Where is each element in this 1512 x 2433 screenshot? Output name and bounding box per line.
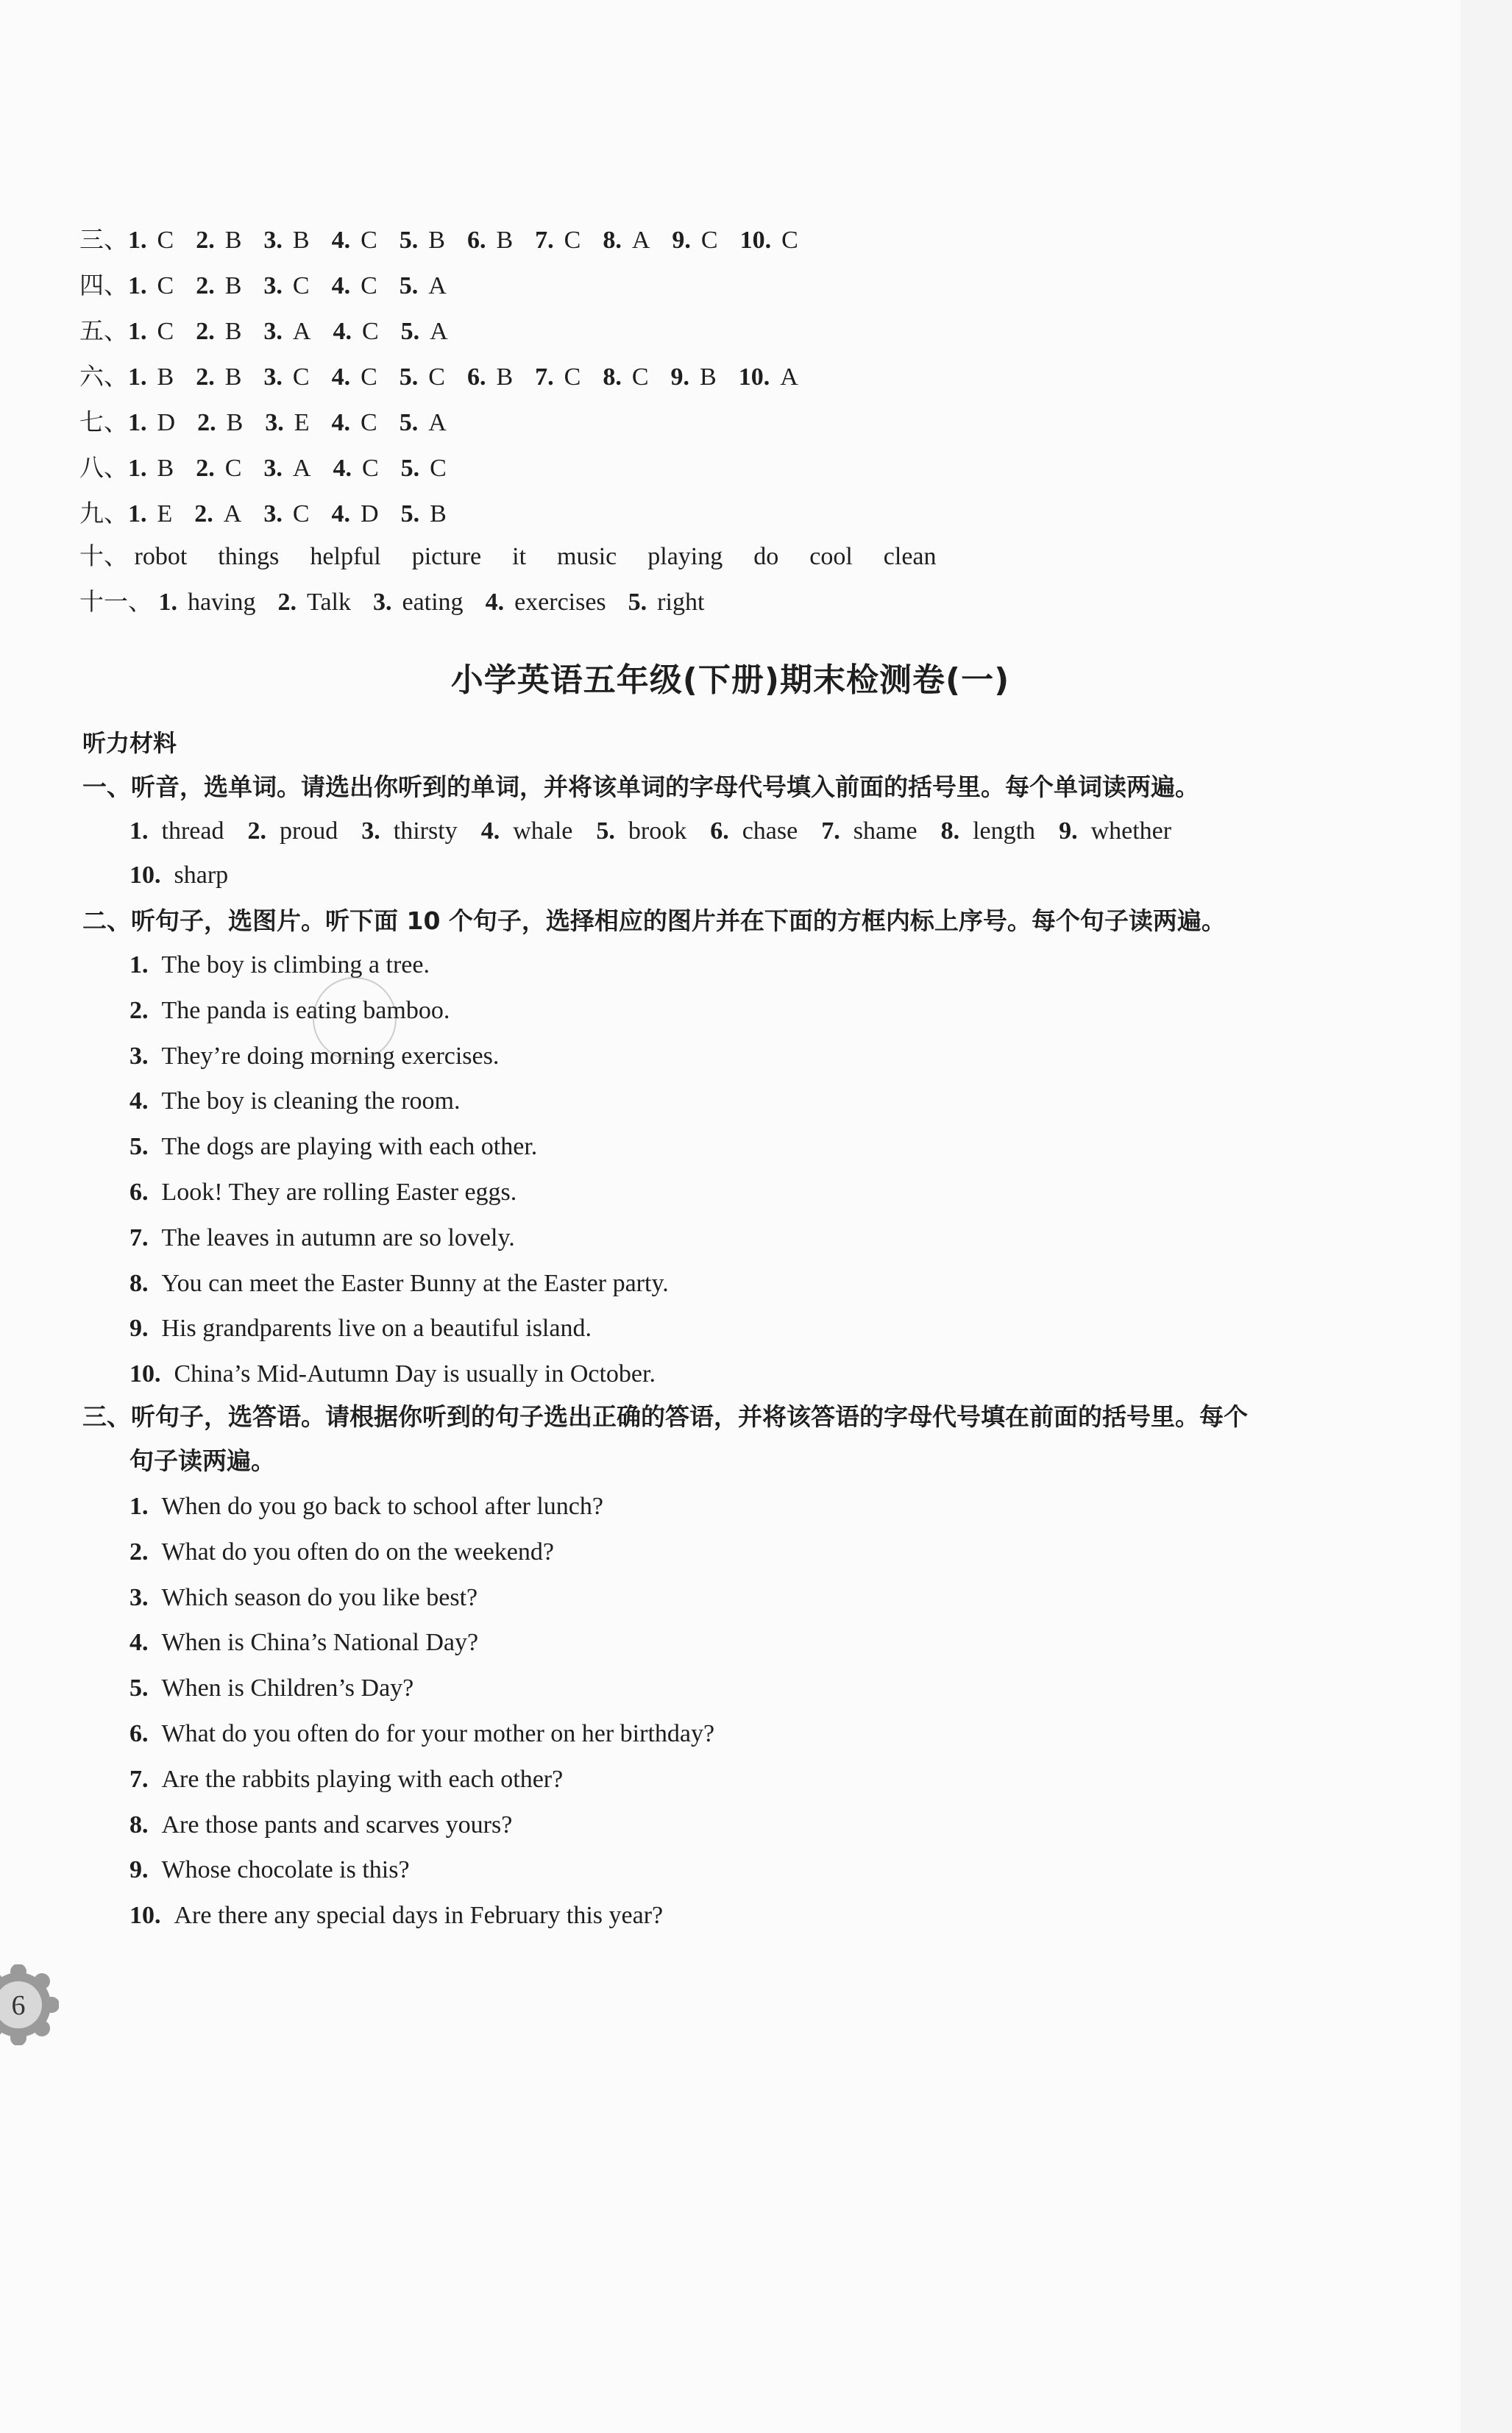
answer-item (467, 363, 513, 391)
list-item (129, 1628, 478, 1658)
item-word: chase (742, 817, 798, 845)
answer-item (672, 227, 717, 254)
answer-value: Talk (307, 589, 351, 616)
answer-number: 2. (196, 318, 215, 345)
item-word: sharp (174, 862, 229, 889)
answer-word: do (753, 543, 779, 570)
answer-item (332, 500, 379, 528)
answer-item (467, 227, 513, 254)
answer-item (128, 272, 174, 299)
list-item (129, 1765, 563, 1794)
page-number-badge (0, 1964, 59, 2045)
answer-item (401, 455, 447, 482)
answer-value: B (700, 363, 717, 391)
list-item (129, 1360, 656, 1389)
item-text: The boy is cleaning the room. (161, 1087, 461, 1115)
answer-item (333, 455, 378, 482)
answer-number: 5. (399, 272, 419, 299)
answer-item (373, 589, 464, 616)
answer-number: 1. (128, 227, 147, 254)
answer-value: C (292, 500, 310, 528)
word-item (481, 817, 573, 845)
answer-value: B (292, 227, 310, 254)
answer-number: 5. (400, 500, 420, 528)
answer-number: 2. (196, 272, 215, 299)
answer-number: 3. (372, 589, 392, 616)
answer-item (263, 455, 310, 482)
item-number: 10. (129, 862, 161, 889)
answer-item (401, 500, 447, 528)
answer-item (196, 227, 241, 254)
answer-item (196, 363, 241, 391)
item-word: shame (853, 817, 918, 845)
item-text: When is China’s National Day? (161, 1629, 479, 1657)
answer-item (128, 455, 174, 482)
item-number: 10. (129, 1360, 161, 1388)
item-text: They’re doing morning exercises. (161, 1042, 500, 1070)
answer-number: 7. (535, 227, 554, 254)
item-word: thread (161, 817, 224, 845)
answer-word: music (557, 543, 617, 570)
item-number: 9. (129, 1315, 149, 1343)
list-item (129, 1901, 663, 1931)
answer-item (333, 318, 378, 345)
item-number: 5. (596, 817, 615, 845)
page-title: 小学英语五年级(下册)期末检测卷(一) (450, 661, 1010, 699)
answer-word: playing (647, 543, 723, 570)
answer-item (128, 500, 172, 528)
answer-row (79, 316, 470, 347)
answer-number: 3. (263, 363, 283, 391)
answer-word: it (512, 543, 527, 570)
answer-value: C (157, 272, 174, 299)
answer-prefix: 八、 (79, 453, 128, 482)
answer-value: A (430, 318, 448, 345)
answer-item (740, 227, 798, 254)
answer-number: 5. (399, 363, 419, 391)
answer-value: eating (402, 589, 464, 616)
answer-item (278, 589, 351, 616)
answer-number: 3. (263, 227, 283, 254)
answer-number: 5. (400, 455, 420, 482)
answer-value: C (361, 272, 377, 299)
list-item (129, 996, 450, 1026)
answer-number: 4. (333, 318, 352, 345)
answer-value: A (780, 363, 798, 391)
list-item (129, 1223, 515, 1253)
answer-value: B (224, 363, 242, 391)
answer-word: clean (883, 543, 937, 570)
answer-word: picture (411, 543, 482, 570)
answer-prefix: 七、 (79, 408, 128, 436)
answer-item (400, 227, 445, 254)
item-text: His grandparents live on a beautiful island. (161, 1315, 592, 1343)
answer-value: C (361, 363, 377, 391)
answer-value: B (157, 363, 174, 391)
item-text: Which season do you like best? (161, 1583, 478, 1611)
answer-value: C (564, 363, 581, 391)
answer-item (535, 363, 581, 391)
answer-value: C (361, 227, 377, 254)
part1-words-row (129, 861, 252, 890)
item-text: When is Children’s Day? (161, 1674, 414, 1702)
answer-item (128, 363, 174, 391)
item-text: Are there any special days in February this year? (174, 1902, 664, 1930)
answer-row (79, 453, 469, 483)
answer-row (79, 225, 820, 255)
answer-number: 6. (466, 363, 486, 391)
answer-item (263, 272, 309, 299)
answer-item (739, 363, 798, 391)
answer-item (332, 409, 377, 436)
answer-number: 7. (535, 363, 554, 391)
answer-item (671, 363, 717, 391)
part3-instruction-cont: 句子读两遍。 (129, 1446, 275, 1475)
item-number: 5. (129, 1674, 149, 1702)
item-word: brook (628, 817, 687, 845)
answer-value: B (157, 455, 174, 482)
answer-number: 10. (738, 363, 770, 391)
answer-item (486, 589, 606, 616)
item-number: 1. (129, 817, 149, 845)
answer-item (332, 272, 377, 299)
answer-value: C (292, 272, 310, 299)
answer-value: B (224, 227, 242, 254)
answer-value: C (292, 363, 310, 391)
answer-value: C (157, 227, 174, 254)
answer-number: 1. (158, 589, 177, 616)
item-text: Look! They are rolling Easter eggs. (161, 1179, 517, 1206)
answer-number: 1. (128, 409, 147, 436)
item-text: The dogs are playing with each other. (161, 1133, 538, 1161)
answer-row-ten (79, 541, 968, 572)
answer-number: 5. (628, 589, 647, 616)
word-item (129, 862, 228, 889)
answer-number: 1. (128, 272, 147, 299)
answer-value: A (428, 272, 447, 299)
answer-value: C (361, 409, 377, 436)
item-number: 5. (129, 1133, 149, 1161)
answer-word: robot (134, 543, 188, 570)
answer-item (263, 500, 309, 528)
list-item (129, 1314, 592, 1343)
item-number: 10. (129, 1902, 161, 1930)
section-label: 听力材料 (82, 729, 177, 757)
item-number: 8. (940, 817, 960, 845)
answer-item (603, 227, 650, 254)
answer-value: B (496, 363, 514, 391)
answer-number: 6. (466, 227, 486, 254)
answer-number: 4. (331, 409, 351, 436)
answer-item (265, 409, 309, 436)
answer-row (79, 362, 820, 392)
answer-value: C (224, 455, 242, 482)
answer-number: 3. (263, 500, 283, 528)
answer-number: 1. (128, 318, 147, 345)
answer-item (263, 318, 310, 345)
answer-number: 2. (196, 455, 215, 482)
answer-value: B (226, 409, 244, 436)
answer-value: E (157, 500, 173, 528)
answer-word: helpful (310, 543, 381, 570)
answer-number: 4. (331, 500, 351, 528)
answer-item (332, 227, 377, 254)
item-number: 8. (129, 1811, 149, 1839)
answer-item (159, 589, 256, 616)
item-word: thirsty (393, 817, 458, 845)
item-number: 6. (129, 1720, 149, 1747)
item-text: Whose chocolate is this? (161, 1856, 410, 1884)
answer-value: C (428, 363, 445, 391)
answer-value: C (361, 318, 379, 345)
item-text: You can meet the Easter Bunny at the Easter party. (161, 1269, 669, 1297)
answer-number: 4. (331, 272, 351, 299)
answer-value: C (361, 455, 379, 482)
answer-number: 5. (400, 318, 420, 345)
item-word: length (973, 817, 1036, 845)
answer-item (196, 455, 241, 482)
answer-number: 5. (399, 227, 419, 254)
answer-prefix: 十一、 (79, 587, 152, 616)
answer-item (196, 318, 241, 345)
answer-item (128, 318, 174, 345)
answer-value: D (361, 500, 379, 528)
answer-value: having (188, 589, 256, 616)
list-item (129, 1178, 517, 1207)
answer-number: 2. (277, 589, 297, 616)
answer-value: A (631, 227, 650, 254)
list-item (129, 1132, 537, 1162)
item-text: What do you often do for your mother on her birthday? (161, 1720, 715, 1747)
answer-item (400, 272, 447, 299)
word-item (821, 817, 917, 845)
word-item (247, 817, 338, 845)
item-text: When do you go back to school after lunch? (161, 1493, 603, 1520)
answer-value: A (292, 318, 311, 345)
answer-value: C (430, 455, 447, 482)
answer-value: right (657, 589, 705, 616)
answer-number: 4. (331, 227, 351, 254)
answer-word: cool (809, 543, 853, 570)
answer-value: A (223, 500, 242, 528)
list-item (129, 1042, 499, 1071)
stamp-seal (313, 977, 397, 1061)
answer-value: D (157, 409, 176, 436)
answer-item (263, 363, 309, 391)
answer-row (79, 408, 469, 438)
item-number: 9. (1059, 817, 1078, 845)
answer-value: A (292, 455, 311, 482)
answer-prefix: 五、 (79, 316, 128, 345)
item-number: 7. (129, 1223, 149, 1251)
answer-number: 2. (197, 409, 216, 436)
answer-item (196, 272, 241, 299)
answer-value: B (224, 318, 242, 345)
item-word: whale (513, 817, 573, 845)
answer-item (197, 409, 243, 436)
item-number: 2. (247, 817, 266, 845)
word-item (361, 817, 457, 845)
item-text: The leaves in autumn are so lovely. (161, 1223, 515, 1251)
answer-value: B (430, 500, 447, 528)
answer-item (194, 500, 241, 528)
item-word: whether (1090, 817, 1172, 845)
answer-number: 9. (672, 227, 691, 254)
answer-prefix: 四、 (79, 271, 128, 299)
list-item (129, 1855, 410, 1885)
answer-number: 2. (196, 363, 215, 391)
item-number: 2. (129, 996, 149, 1024)
item-text: The panda is eating bamboo. (161, 996, 450, 1024)
answer-value: A (428, 409, 447, 436)
answer-item (400, 363, 445, 391)
answer-number: 3. (265, 409, 284, 436)
answer-number: 2. (196, 227, 215, 254)
list-item (129, 1583, 478, 1613)
answer-item (400, 409, 447, 436)
answer-value: B (496, 227, 514, 254)
list-item (129, 1087, 461, 1116)
item-number: 7. (821, 817, 840, 845)
item-number: 8. (129, 1269, 149, 1297)
answer-number: 8. (603, 227, 622, 254)
answer-number: 3. (263, 318, 283, 345)
item-number: 2. (129, 1538, 149, 1566)
answer-prefix: 十、 (79, 541, 128, 570)
list-item (129, 1719, 714, 1749)
answer-number: 4. (333, 455, 352, 482)
word-item (129, 817, 224, 845)
part1-instruction: 一、听音，选单词。请选出你听到的单词，并将该单词的字母代号填入前面的括号里。每个单词读两遍。 (82, 772, 1199, 801)
answer-number: 8. (603, 363, 622, 391)
item-number: 3. (129, 1042, 149, 1070)
answer-prefix: 九、 (79, 499, 128, 528)
answer-number: 1. (128, 500, 147, 528)
answer-value: C (700, 227, 718, 254)
answer-row-eleven (79, 587, 726, 617)
answer-number: 3. (263, 272, 283, 299)
answer-value: C (781, 227, 798, 254)
item-number: 1. (129, 951, 149, 978)
answer-row (79, 499, 469, 529)
part3-instruction: 三、听句子，选答语。请根据你听到的句子选出正确的答语，并将该答语的字母代号填在前面的括号里。每个 (82, 1402, 1248, 1431)
list-item (129, 1811, 512, 1840)
list-item (129, 1492, 603, 1521)
answer-item (128, 227, 174, 254)
item-text: China’s Mid-Autumn Day is usually in October. (174, 1360, 656, 1388)
answer-value: exercises (514, 589, 606, 616)
answer-number: 5. (399, 409, 419, 436)
word-item (710, 817, 798, 845)
answer-number: 1. (128, 363, 147, 391)
answer-item (535, 227, 581, 254)
word-item (1059, 817, 1171, 845)
answer-number: 9. (670, 363, 689, 391)
answer-item (401, 318, 448, 345)
answer-item (332, 363, 377, 391)
list-item (129, 951, 430, 980)
answer-number: 4. (331, 363, 351, 391)
page-number: 6 (11, 1990, 26, 2021)
answer-value: C (631, 363, 649, 391)
answer-prefix: 三、 (79, 225, 128, 254)
item-number: 4. (129, 1629, 149, 1657)
answer-value: C (157, 318, 174, 345)
item-text: The boy is climbing a tree. (161, 951, 430, 978)
answer-number: 10. (739, 227, 772, 254)
item-text: Are those pants and scarves yours? (161, 1811, 513, 1839)
list-item (129, 1538, 554, 1567)
answer-number: 2. (194, 500, 213, 528)
word-item (596, 817, 686, 845)
item-text: What do you often do on the weekend? (161, 1538, 554, 1566)
item-number: 3. (129, 1583, 149, 1611)
item-number: 3. (361, 817, 380, 845)
item-number: 6. (710, 817, 729, 845)
item-number: 1. (129, 1493, 149, 1520)
answer-prefix: 六、 (79, 362, 128, 391)
part1-words-row (129, 817, 1195, 846)
answer-word: things (218, 543, 280, 570)
item-number: 4. (480, 817, 500, 845)
answer-item (263, 227, 309, 254)
item-word: proud (279, 817, 338, 845)
list-item (129, 1269, 669, 1299)
item-number: 6. (129, 1179, 149, 1206)
answer-item (128, 409, 175, 436)
answer-value: B (428, 227, 445, 254)
answer-number: 4. (485, 589, 505, 616)
item-number: 7. (129, 1765, 149, 1793)
word-item (941, 817, 1035, 845)
item-number: 9. (129, 1856, 149, 1884)
answer-number: 1. (128, 455, 147, 482)
item-number: 4. (129, 1087, 149, 1115)
answer-value: B (224, 272, 242, 299)
part2-instruction: 二、听句子，选图片。听下面 10 个句子，选择相应的图片并在下面的方框内标上序号。每个句子读两遍。 (82, 906, 1226, 935)
answer-number: 3. (263, 455, 283, 482)
item-text: Are the rabbits playing with each other? (161, 1765, 564, 1793)
answer-item (603, 363, 648, 391)
answer-item (628, 589, 705, 616)
list-item (129, 1674, 414, 1703)
answer-value: E (294, 409, 310, 436)
answer-value: C (564, 227, 581, 254)
answer-row (79, 271, 469, 301)
